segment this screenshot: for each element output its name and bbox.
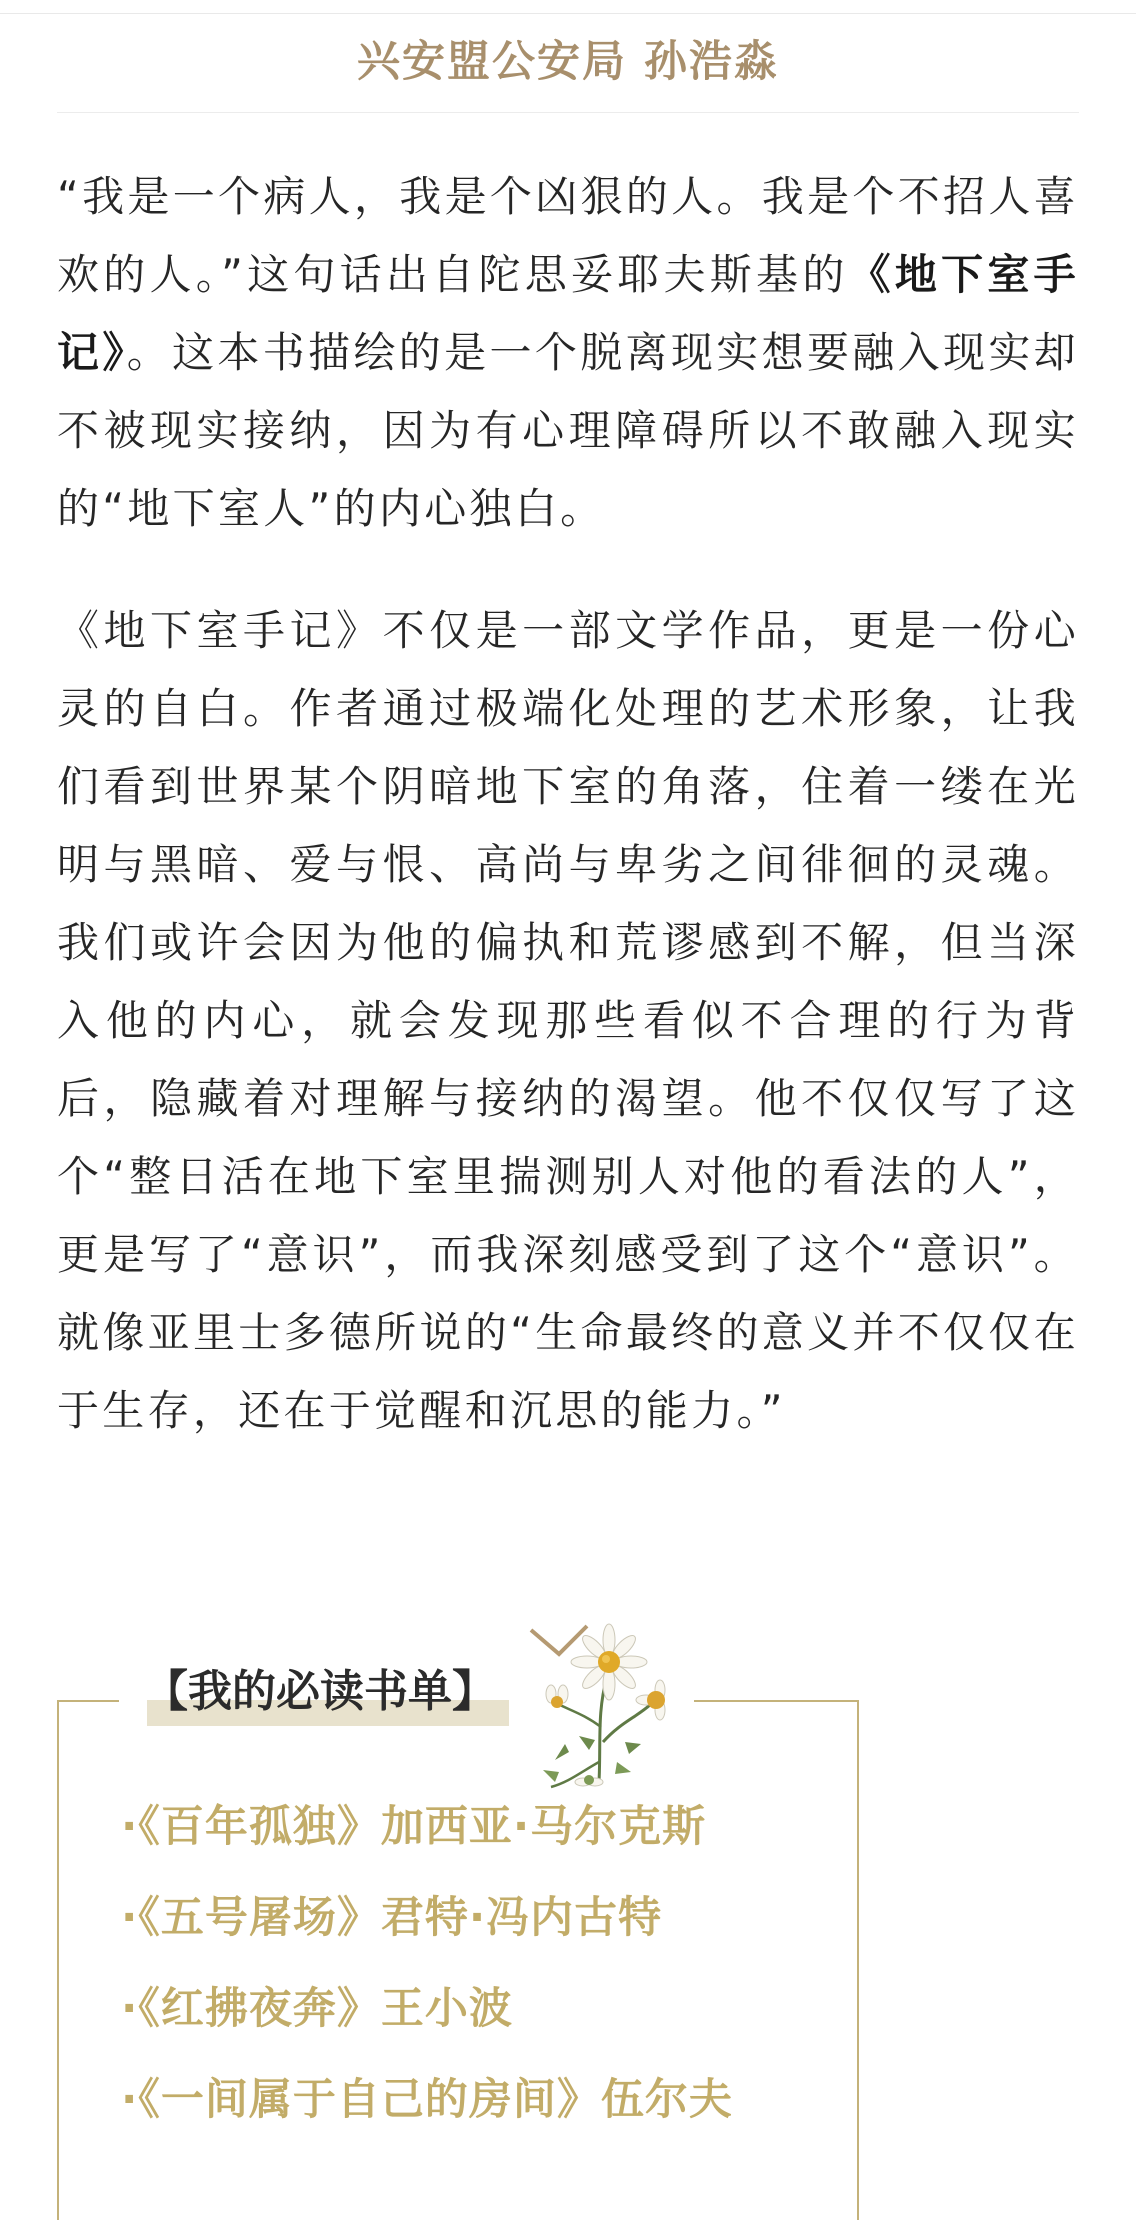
box-top-rule-right	[694, 1700, 859, 1702]
article-paragraph-1	[57, 158, 1079, 548]
chamomile-flower-icon	[529, 1622, 679, 1797]
book-item-4: ·《一间属于自己的房间》伍尔夫	[121, 2075, 733, 2125]
para1-rest: 。这本书描绘的是一个脱离现实想要融入现实却不被现实接纳，因为有心理障碍所以不敢融入现实的“地下室人”的内心独白。	[57, 328, 1079, 533]
byline-divider	[57, 112, 1079, 113]
reading-list-heading: 【我的必读书单】	[144, 1666, 496, 1717]
author-byline: 兴安盟公安局 孙浩淼	[357, 37, 779, 87]
box-top-rule-left	[59, 1700, 119, 1702]
reading-list-box	[57, 1666, 859, 2220]
book-item-2: ·《五号屠场》君特·冯内古特	[121, 1893, 663, 1943]
book-item-1: ·《百年孤独》加西亚·马尔克斯	[121, 1802, 707, 1852]
para1-lead: “我是一个病人，我是个凶狠的人。我是个不招人喜欢的人。”这句话出自陀思妥耶夫斯基的	[57, 172, 1079, 299]
article-paragraph-2: 《地下室手记》不仅是一部文学作品，更是一份心灵的自白。作者通过极端化处理的艺术形象，让我们看到世界某个阴暗地下室的角落，住着一缕在光明与黑暗、爱与恨、高尚与卑劣之间徘徊的灵魂。我们或许会因为他的偏执和荒谬感到不解，但当深入他的内心，就会发现那些看似不合理的行为背后，隐藏着对理解与接纳的渴望。他不仅仅写了这个“整日活在地下室里揣测别人对他的看法的人”，更是写了“意识”，而我深刻感受到了这个“意识”。就像亚里士多德所说的“生命最终的意义并不仅仅在于生存，还在于觉醒和沉思的能力。”	[57, 606, 1079, 1435]
book-title-bold: 《地下室手记》	[57, 250, 1079, 377]
top-divider	[0, 13, 1136, 14]
book-item-3: ·《红拂夜奔》王小波	[121, 1984, 513, 2034]
